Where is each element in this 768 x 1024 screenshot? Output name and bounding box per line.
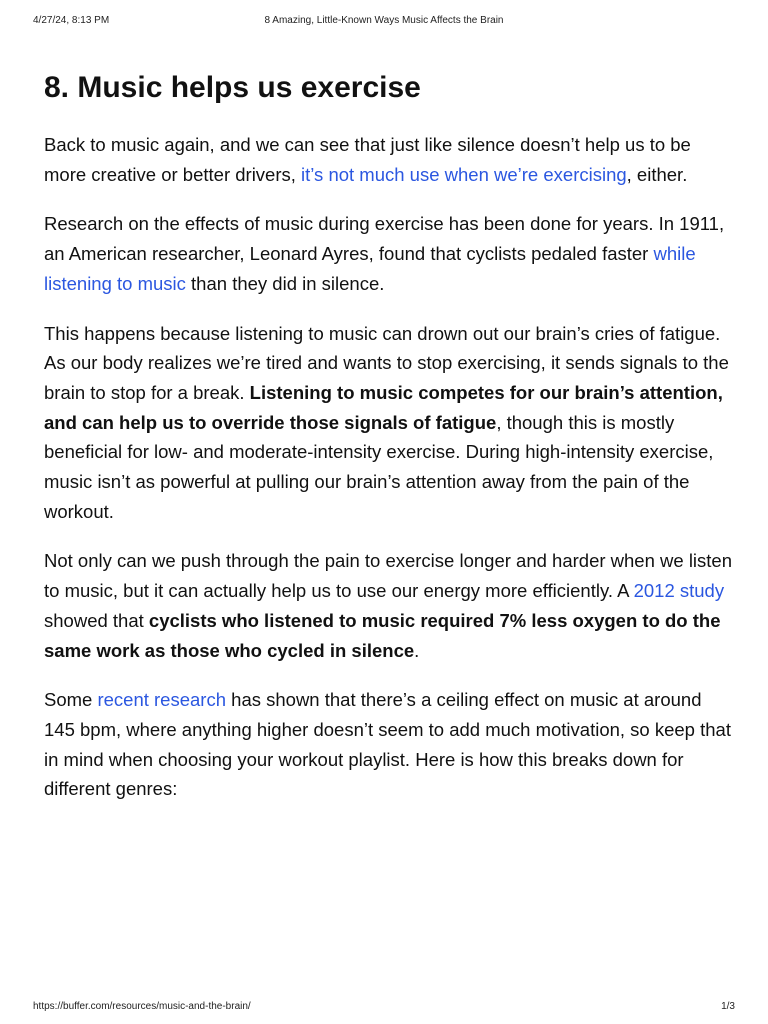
paragraph-2 — [44, 209, 734, 298]
print-header — [33, 14, 735, 28]
page-indicator: 1/3 — [721, 1001, 735, 1012]
paragraph-text: Research on the effects of music during exercise has been done for years. In 1911, an American researcher, Leonard Ayres, found that cyclists pedaled faster — [44, 213, 725, 265]
recent-research-link[interactable]: recent research — [97, 689, 227, 711]
paragraph-text: Some — [44, 689, 98, 711]
paragraph-text: , though this is mostly beneficial for low- and moderate-intensity exercise. During high-intensity exercise, music isn’t as powerful at pulling our brain’s attention away from the pain of the workout. — [44, 411, 714, 522]
paragraph-text: This happens because listening to music can drown out our brain’s cries of fatigue. As our body realizes we’re tired and wants to stop exercising, it sends signals to the brain to stop for a break. — [44, 322, 729, 403]
bold-emphasis: cyclists who listened to music required 7% less oxygen to do the same work as those who cycled in silence — [44, 609, 721, 661]
paragraph-4 — [44, 546, 734, 665]
paragraph-text: showed that — [44, 609, 149, 631]
2012-study-link[interactable]: 2012 study — [633, 580, 725, 602]
print-url: https://buffer.com/resources/music-and-the-brain/ — [33, 1001, 251, 1012]
listening-to-music-link[interactable]: while listening to music — [44, 243, 696, 294]
section-heading: 8. Music helps us exercise — [44, 71, 421, 104]
print-datetime: 4/27/24, 8:13 PM — [33, 15, 110, 26]
bold-emphasis: Listening to music competes for our brain’s attention, and can help us to override those signals of fatigue — [44, 381, 723, 433]
paragraph-1 — [44, 130, 734, 189]
paragraph-text: Back to music again, and we can see that just like silence doesn’t help us to be more creative or better drivers, — [44, 134, 691, 185]
paragraph-text: , either. — [626, 163, 688, 185]
paragraph-5 — [44, 685, 734, 804]
paragraph-3 — [44, 319, 734, 527]
paragraph-text: Not only can we push through the pain to exercise longer and harder when we listen to music, but it can actually help us to use our energy more efficiently. A — [44, 550, 733, 602]
paragraph-text: has shown that there’s a ceiling effect on music at around 145 bpm, where anything higher doesn’t seem to add much motivation, so keep that in mind when choosing your workout playlist. Here is how this breaks down for different genres: — [44, 689, 731, 800]
paragraph-text: . — [414, 639, 420, 661]
print-footer — [33, 1000, 735, 1014]
exercise-link[interactable]: it’s not much use when we’re exercising — [301, 163, 627, 185]
paragraph-text: than they did in silence. — [185, 272, 385, 294]
print-document-title: 8 Amazing, Little-Known Ways Music Affects the Brain — [264, 15, 504, 26]
article-body — [44, 68, 734, 824]
